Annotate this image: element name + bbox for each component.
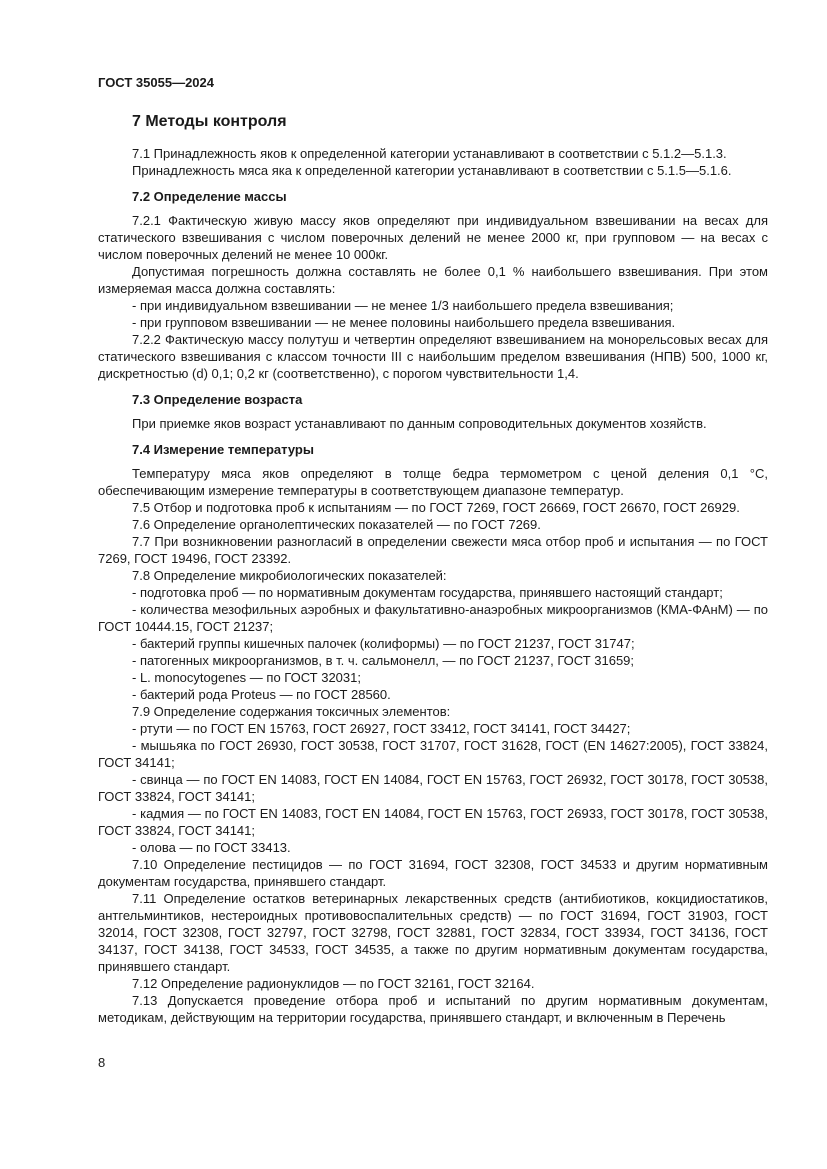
- paragraph-7-8: 7.8 Определение микробиологических показателей:: [132, 568, 447, 583]
- list-item: - кадмия — по ГОСТ EN 14083, ГОСТ EN 14084, ГОСТ EN 15763, ГОСТ 26933, ГОСТ 30178, ГОСТ 30538, ГОСТ 33824, ГОСТ 34141;: [98, 806, 768, 838]
- paragraph-7-11: 7.11 Определение остатков ветеринарных лекарственных средств (антибиотиков, кокцидиостатиков, антгельминтиков, нестероидных противовоспалительных средств) — по ГОСТ 31694, ГОСТ 31903, ГОСТ 32014, ГОСТ 32308, ГОСТ 32797, ГОСТ 32798, ГОСТ 32881, ГОСТ 32834, ГОСТ 33934, ГОСТ 34136, ГОСТ 34137, ГОСТ 34138, ГОСТ 34533, ГОСТ 34535, а также по другим нормативным документам государства, принявшего стандарт.: [98, 891, 768, 974]
- list-item: - бактерий группы кишечных палочек (колиформы) — по ГОСТ 21237, ГОСТ 31747;: [132, 636, 635, 651]
- page-content: [98, 113, 768, 1026]
- paragraph-7-9: 7.9 Определение содержания токсичных элементов:: [132, 704, 451, 719]
- paragraph-7-7: 7.7 При возникновении разногласий в определении свежести мяса отбор проб и испытания — по ГОСТ 7269, ГОСТ 19496, ГОСТ 23392.: [98, 534, 768, 566]
- list-item: - L. monocytogenes — по ГОСТ 32031;: [132, 670, 361, 685]
- list-item: - при индивидуальном взвешивании — не менее 1/3 наибольшего предела взвешивания;: [132, 298, 674, 313]
- subsection-title-7-4: 7.4 Измерение температуры: [132, 442, 314, 457]
- list-item: - свинца — по ГОСТ EN 14083, ГОСТ EN 14084, ГОСТ EN 15763, ГОСТ 26932, ГОСТ 30178, ГОСТ 30538, ГОСТ 33824, ГОСТ 34141;: [98, 772, 768, 804]
- subsection-title-7-2: 7.2 Определение массы: [132, 189, 287, 204]
- paragraph-7-5: 7.5 Отбор и подготовка проб к испытаниям — по ГОСТ 7269, ГОСТ 26669, ГОСТ 26670, ГОСТ 26929.: [132, 500, 740, 515]
- paragraph-7-2-tolerance: Допустимая погрешность должна составлять не более 0,1 % наибольшего взвешивания. При этом измеряемая масса должна составлять:: [98, 264, 768, 296]
- paragraph-7-2-2: 7.2.2 Фактическую массу полутуш и четвертин определяют взвешиванием на монорельсовых весах для статического взвешивания с классом точности III с наибольшим пределом взвешивания (НПВ) 500, 1000 кг, дискретностью (d) 0,1; 0,2 кг (соответственно), с порогом чувствительности 1,4.: [98, 332, 768, 381]
- paragraph-7-4: Температуру мяса яков определяют в толще бедра термометром с ценой деления 0,1 °С, обеспечивающим измерение температуры в соответствующем диапазоне температур.: [98, 466, 768, 498]
- paragraph-7-1-line-2: Принадлежность мяса яка к определенной категории устанавливают в соответствии с 5.1.5—5.1.6.: [132, 163, 732, 178]
- subsection-title-7-3: 7.3 Определение возраста: [132, 392, 303, 407]
- paragraph-7-6: 7.6 Определение органолептических показателей — по ГОСТ 7269.: [132, 517, 541, 532]
- list-item: - количества мезофильных аэробных и факультативно-анаэробных микроорганизмов (КМА-ФАнМ) — по ГОСТ 10444.15, ГОСТ 21237;: [98, 602, 768, 634]
- list-item: - подготовка проб — по нормативным документам государства, принявшего настоящий стандарт;: [132, 585, 723, 600]
- list-item: - бактерий рода Proteus — по ГОСТ 28560.: [132, 687, 391, 702]
- paragraph-7-10: 7.10 Определение пестицидов — по ГОСТ 31694, ГОСТ 32308, ГОСТ 34533 и другим нормативным документам государства, принявшего стандарт.: [98, 857, 768, 889]
- page-number: 8: [98, 1055, 106, 1070]
- document-code: ГОСТ 35055—2024: [98, 75, 214, 90]
- paragraph-7-2-1: 7.2.1 Фактическую живую массу яков определяют при индивидуальном взвешивании на весах для статического взвешивания с числом поверочных делений не менее 2000 кг, при групповом — на весах с числом поверочных делений не менее 10 000кг.: [98, 213, 768, 262]
- section-title: 7 Методы контроля: [132, 113, 287, 130]
- list-item: - олова — по ГОСТ 33413.: [132, 840, 291, 855]
- paragraph-7-3: При приемке яков возраст устанавливают по данным сопроводительных документов хозяйств.: [132, 416, 707, 431]
- list-item: - ртути — по ГОСТ EN 15763, ГОСТ 26927, ГОСТ 33412, ГОСТ 34141, ГОСТ 34427;: [132, 721, 631, 736]
- list-item: - патогенных микроорганизмов, в т. ч. сальмонелл, — по ГОСТ 21237, ГОСТ 31659;: [132, 653, 635, 668]
- paragraph-7-12: 7.12 Определение радионуклидов — по ГОСТ 32161, ГОСТ 32164.: [132, 976, 535, 991]
- paragraph-7-1-line-1: 7.1 Принадлежность яков к определенной категории устанавливают в соответствии с 5.1.2—5.1.3.: [132, 146, 727, 161]
- list-item: - мышьяка по ГОСТ 26930, ГОСТ 30538, ГОСТ 31707, ГОСТ 31628, ГОСТ (EN 14627:2005), ГОСТ 33824, ГОСТ 34141;: [98, 738, 768, 770]
- paragraph-7-13: 7.13 Допускается проведение отбора проб и испытаний по другим нормативным документам, методикам, действующим на территории государства, принявшего стандарт, и включенным в Перечень: [98, 993, 768, 1025]
- list-item: - при групповом взвешивании — не менее половины наибольшего предела взвешивания.: [132, 315, 676, 330]
